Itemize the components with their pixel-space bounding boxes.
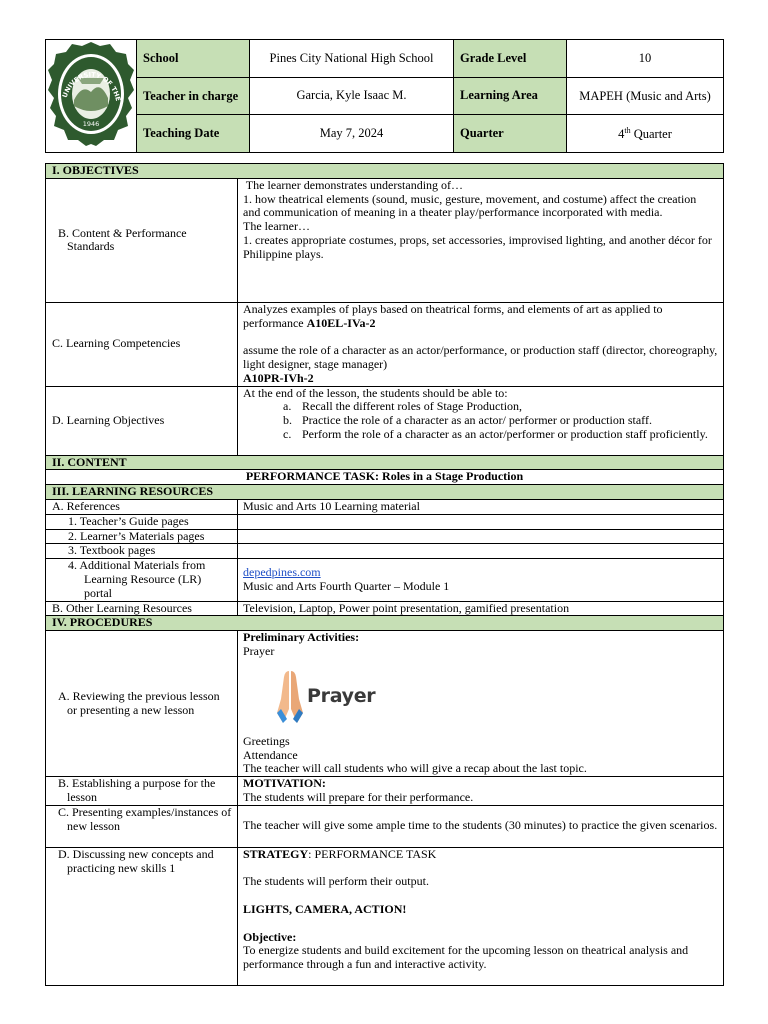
establishing-purpose-label: B. Establishing a purpose for the lesson bbox=[46, 777, 238, 806]
learners-materials-value bbox=[238, 529, 724, 544]
university-seal-icon bbox=[48, 40, 134, 148]
teachers-guide-value bbox=[238, 514, 724, 529]
quarter-label: Quarter bbox=[454, 115, 567, 153]
performance-task-title: PERFORMANCE TASK: Roles in a Stage Production bbox=[46, 470, 724, 485]
grade-level-value: 10 bbox=[567, 40, 724, 78]
content-standards-text: The learner demonstrates understanding of… 1. how theatrical elements (sound, music, gesture, movement, and costume) affect the creation and communication of meaning in a theater play/performance incorporated with media. The learner… 1. creates appropriate costumes, props, set accessories, improvised lighting, and another décor for Philippine plays. bbox=[238, 178, 724, 302]
references-label: A. References bbox=[46, 499, 238, 514]
content-standards-label: B. Content & Performance Standards bbox=[46, 178, 238, 302]
teacher-value: Garcia, Kyle Isaac M. bbox=[250, 77, 454, 115]
prayer-image-word: Prayer bbox=[307, 684, 376, 707]
learning-area-label: Learning Area bbox=[454, 77, 567, 115]
reviewing-content: Preliminary Activities: Prayer Prayer Greetings Attendance The teacher will call students who will give a recap about the last topic. bbox=[238, 631, 724, 777]
grade-level-label: Grade Level bbox=[454, 40, 567, 78]
objective-item: a. Recall the different roles of Stage Production, bbox=[283, 399, 523, 414]
prayer-image bbox=[275, 659, 718, 735]
learning-resources-heading: III. LEARNING RESOURCES bbox=[46, 485, 724, 500]
learning-competencies-label: C. Learning Competencies bbox=[46, 302, 238, 386]
establishing-purpose-content: MOTIVATION: The students will prepare for their performance. bbox=[238, 777, 724, 806]
other-resources-label: B. Other Learning Resources bbox=[46, 601, 238, 616]
teacher-label: Teacher in charge bbox=[137, 77, 250, 115]
praying-hands-icon bbox=[275, 669, 305, 725]
reviewing-label: A. Reviewing the previous lesson or presenting a new lesson bbox=[46, 631, 238, 777]
additional-materials-value: depedpines.com Music and Arts Fourth Quarter – Module 1 bbox=[238, 559, 724, 601]
objectives-heading: I. OBJECTIVES bbox=[46, 164, 724, 179]
learners-materials-label: 2. Learner’s Materials pages bbox=[46, 529, 238, 544]
objective-item: c. Perform the role of a character as an actor/performer or production staff proficiently. bbox=[283, 426, 708, 441]
presenting-examples-label: C. Presenting examples/instances of new lesson bbox=[46, 805, 238, 847]
objective-item: b. Practice the role of a character as an actor/ performer or production staff. bbox=[283, 413, 652, 428]
discussing-concepts-content: STRATEGY: PERFORMANCE TASK The students will perform their output. LIGHTS, CAMERA, ACTION! Objective: To energize students and build excitement for the upcoming lesson on theatrical analysis and performance through a fun and interactive activity. bbox=[238, 847, 724, 985]
school-logo bbox=[46, 40, 137, 153]
teaching-date-label: Teaching Date bbox=[137, 115, 250, 153]
school-label: School bbox=[137, 40, 250, 78]
learning-objectives-label: D. Learning Objectives bbox=[46, 386, 238, 455]
other-resources-value: Television, Laptop, Power point presentation, gamified presentation bbox=[238, 601, 724, 616]
lesson-plan-table bbox=[45, 163, 724, 986]
learning-area-value: MAPEH (Music and Arts) bbox=[567, 77, 724, 115]
header-table bbox=[45, 39, 724, 153]
textbook-pages-value bbox=[238, 544, 724, 559]
procedures-heading: IV. PROCEDURES bbox=[46, 616, 724, 631]
references-value: Music and Arts 10 Learning material bbox=[238, 499, 724, 514]
learning-competencies-text: Analyzes examples of plays based on theatrical forms, and elements of art as applied to performance A10EL-IVa-2 assume the role of a character as an actor/performance, or production staff (director, choreography, light designer, stage manager) A10PR-IVh-2 bbox=[238, 302, 724, 386]
teachers-guide-label: 1. Teacher’s Guide pages bbox=[46, 514, 238, 529]
additional-materials-label: 4. Additional Materials from Learning Resource (LR) portal bbox=[46, 559, 238, 601]
content-heading: II. CONTENT bbox=[46, 455, 724, 470]
presenting-examples-content: The teacher will give some ample time to the students (30 minutes) to practice the given scenarios. bbox=[238, 805, 724, 847]
school-value: Pines City National High School bbox=[250, 40, 454, 78]
seal-year: 1946 bbox=[82, 120, 100, 128]
learning-objectives-text: At the end of the lesson, the students should be able to: a. Recall the different roles of Stage Production, b. Practice the role of a character as an actor/ performer or production staff. c. Perform the role of a character as an actor/performer or production staff proficiently. bbox=[238, 386, 724, 455]
quarter-value: 4th Quarter bbox=[567, 115, 724, 153]
teaching-date-value: May 7, 2024 bbox=[250, 115, 454, 153]
seal-lettering: UNIVERSITY OF THE bbox=[60, 70, 123, 102]
discussing-concepts-label: D. Discussing new concepts and practicing new skills 1 bbox=[46, 847, 238, 985]
depedpines-link[interactable]: depedpines.com bbox=[243, 565, 321, 580]
textbook-pages-label: 3. Textbook pages bbox=[46, 544, 238, 559]
